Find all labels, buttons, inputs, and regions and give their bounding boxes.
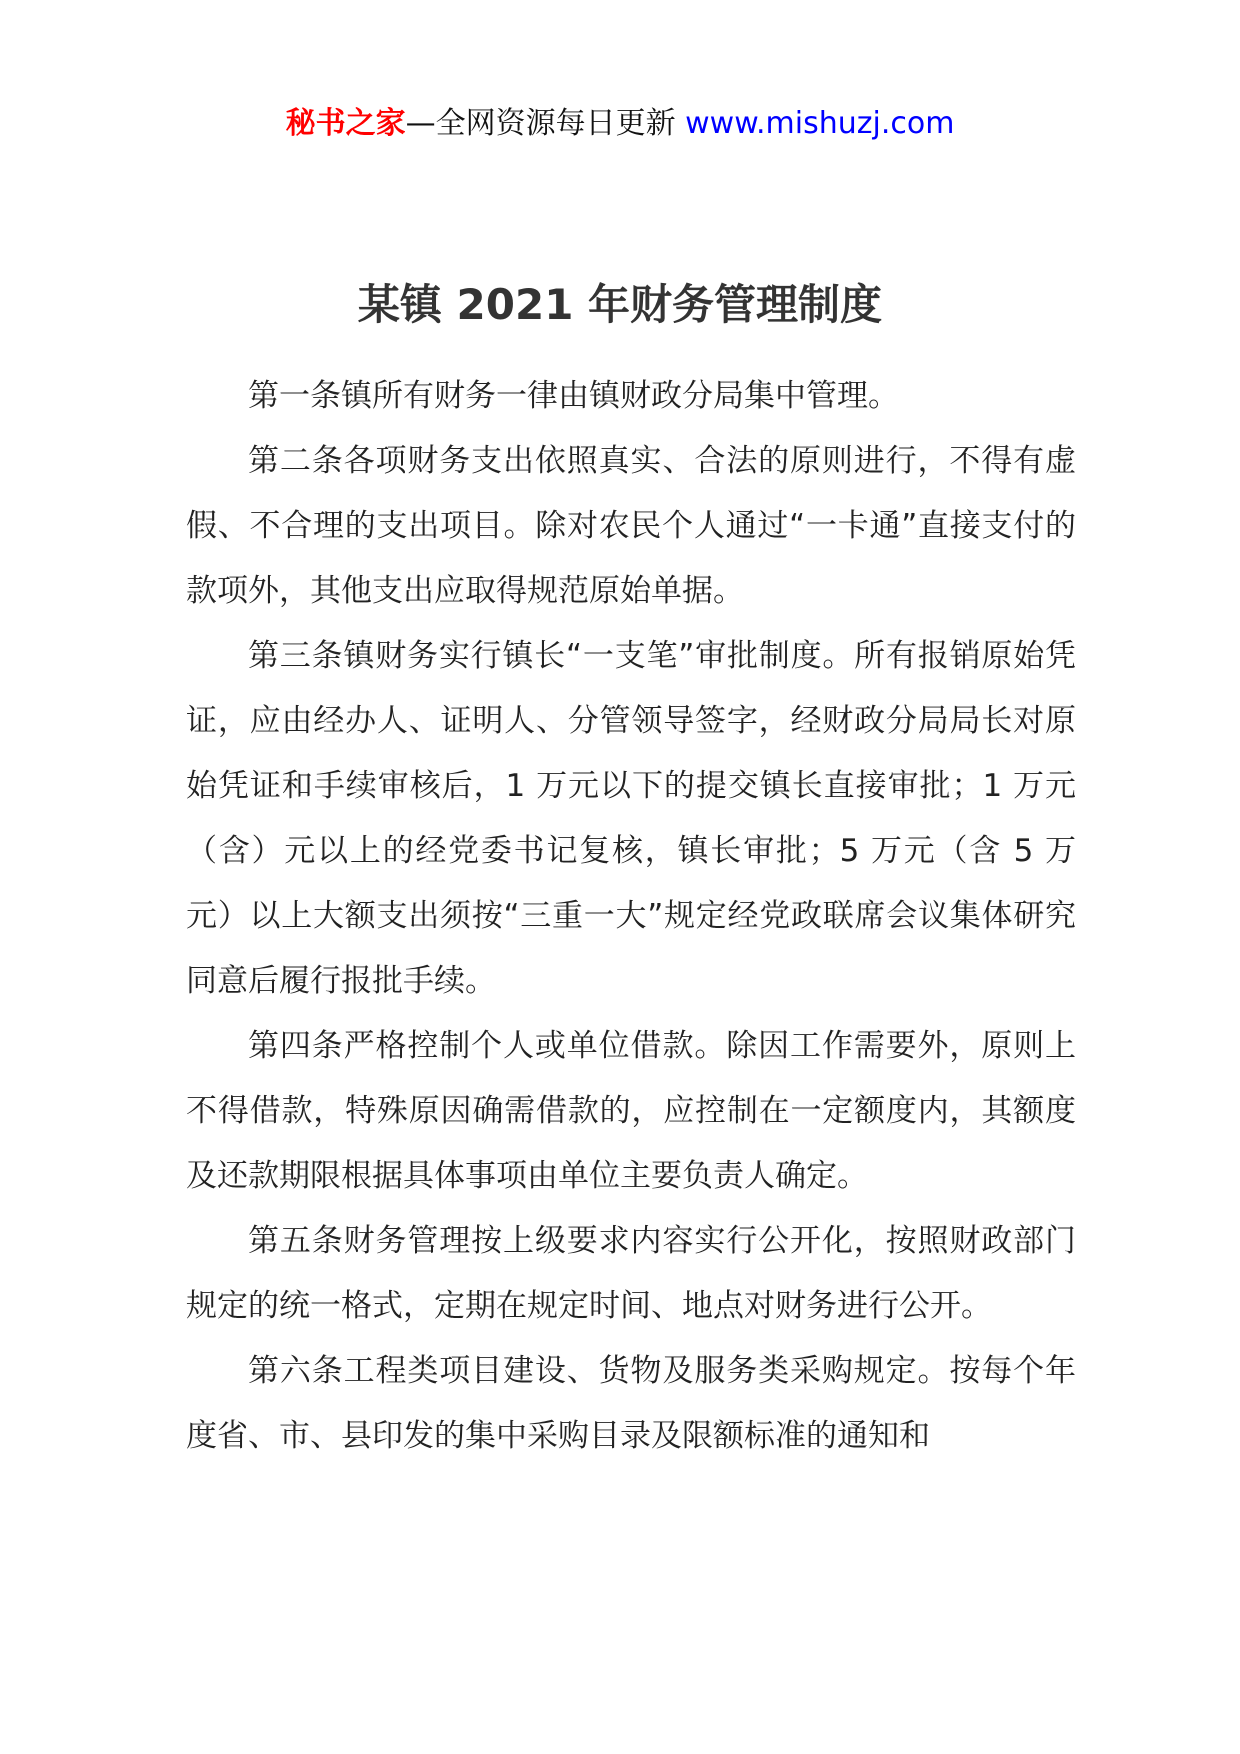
article-3-paragraph: 第三条镇财务实行镇长“一支笔”审批制度。所有报销原始凭证，应由经办人、证明人、分管领导签字，经财政分局局长对原始凭证和手续审核后，1 万元以下的提交镇长直接审批；1 万元（含）元以上的经党委书记复核，镇长审批；5 万元（含 5 万元）以上大额支出须按“三重一大”规定经党政联席会议集体研究同意后履行报批手续。 <box>186 638 1076 999</box>
header-tagline: —全网资源每日更新 <box>405 106 676 141</box>
document-title: 某镇 2021 年财务管理制度 <box>357 280 883 329</box>
article-2-paragraph: 第二条各项财务支出依照真实、合法的原则进行，不得有虚假、不合理的支出项目。除对农民个人通过“一卡通”直接支付的款项外，其他支出应取得规范原始单据。 <box>186 443 1076 609</box>
article-6-paragraph: 第六条工程类项目建设、货物及服务类采购规定。按每个年度省、市、县印发的集中采购目录及限额标准的通知和 <box>186 1353 1076 1454</box>
article-4-paragraph: 第四条严格控制个人或单位借款。除因工作需要外，原则上不得借款，特殊原因确需借款的，应控制在一定额度内，其额度及还款期限根据具体事项由单位主要负责人确定。 <box>186 1028 1076 1194</box>
article-1-paragraph: 第一条镇所有财务一律由镇财政分局集中管理。 <box>248 378 899 414</box>
document-body <box>186 364 1076 1469</box>
brand-name: 秘书之家 <box>285 106 406 141</box>
site-url-link[interactable]: www.mishuzj.com <box>685 106 955 141</box>
article-5-paragraph: 第五条财务管理按上级要求内容实行公开化，按照财政部门规定的统一格式，定期在规定时间、地点对财务进行公开。 <box>186 1223 1076 1324</box>
site-header <box>0 100 1240 148</box>
